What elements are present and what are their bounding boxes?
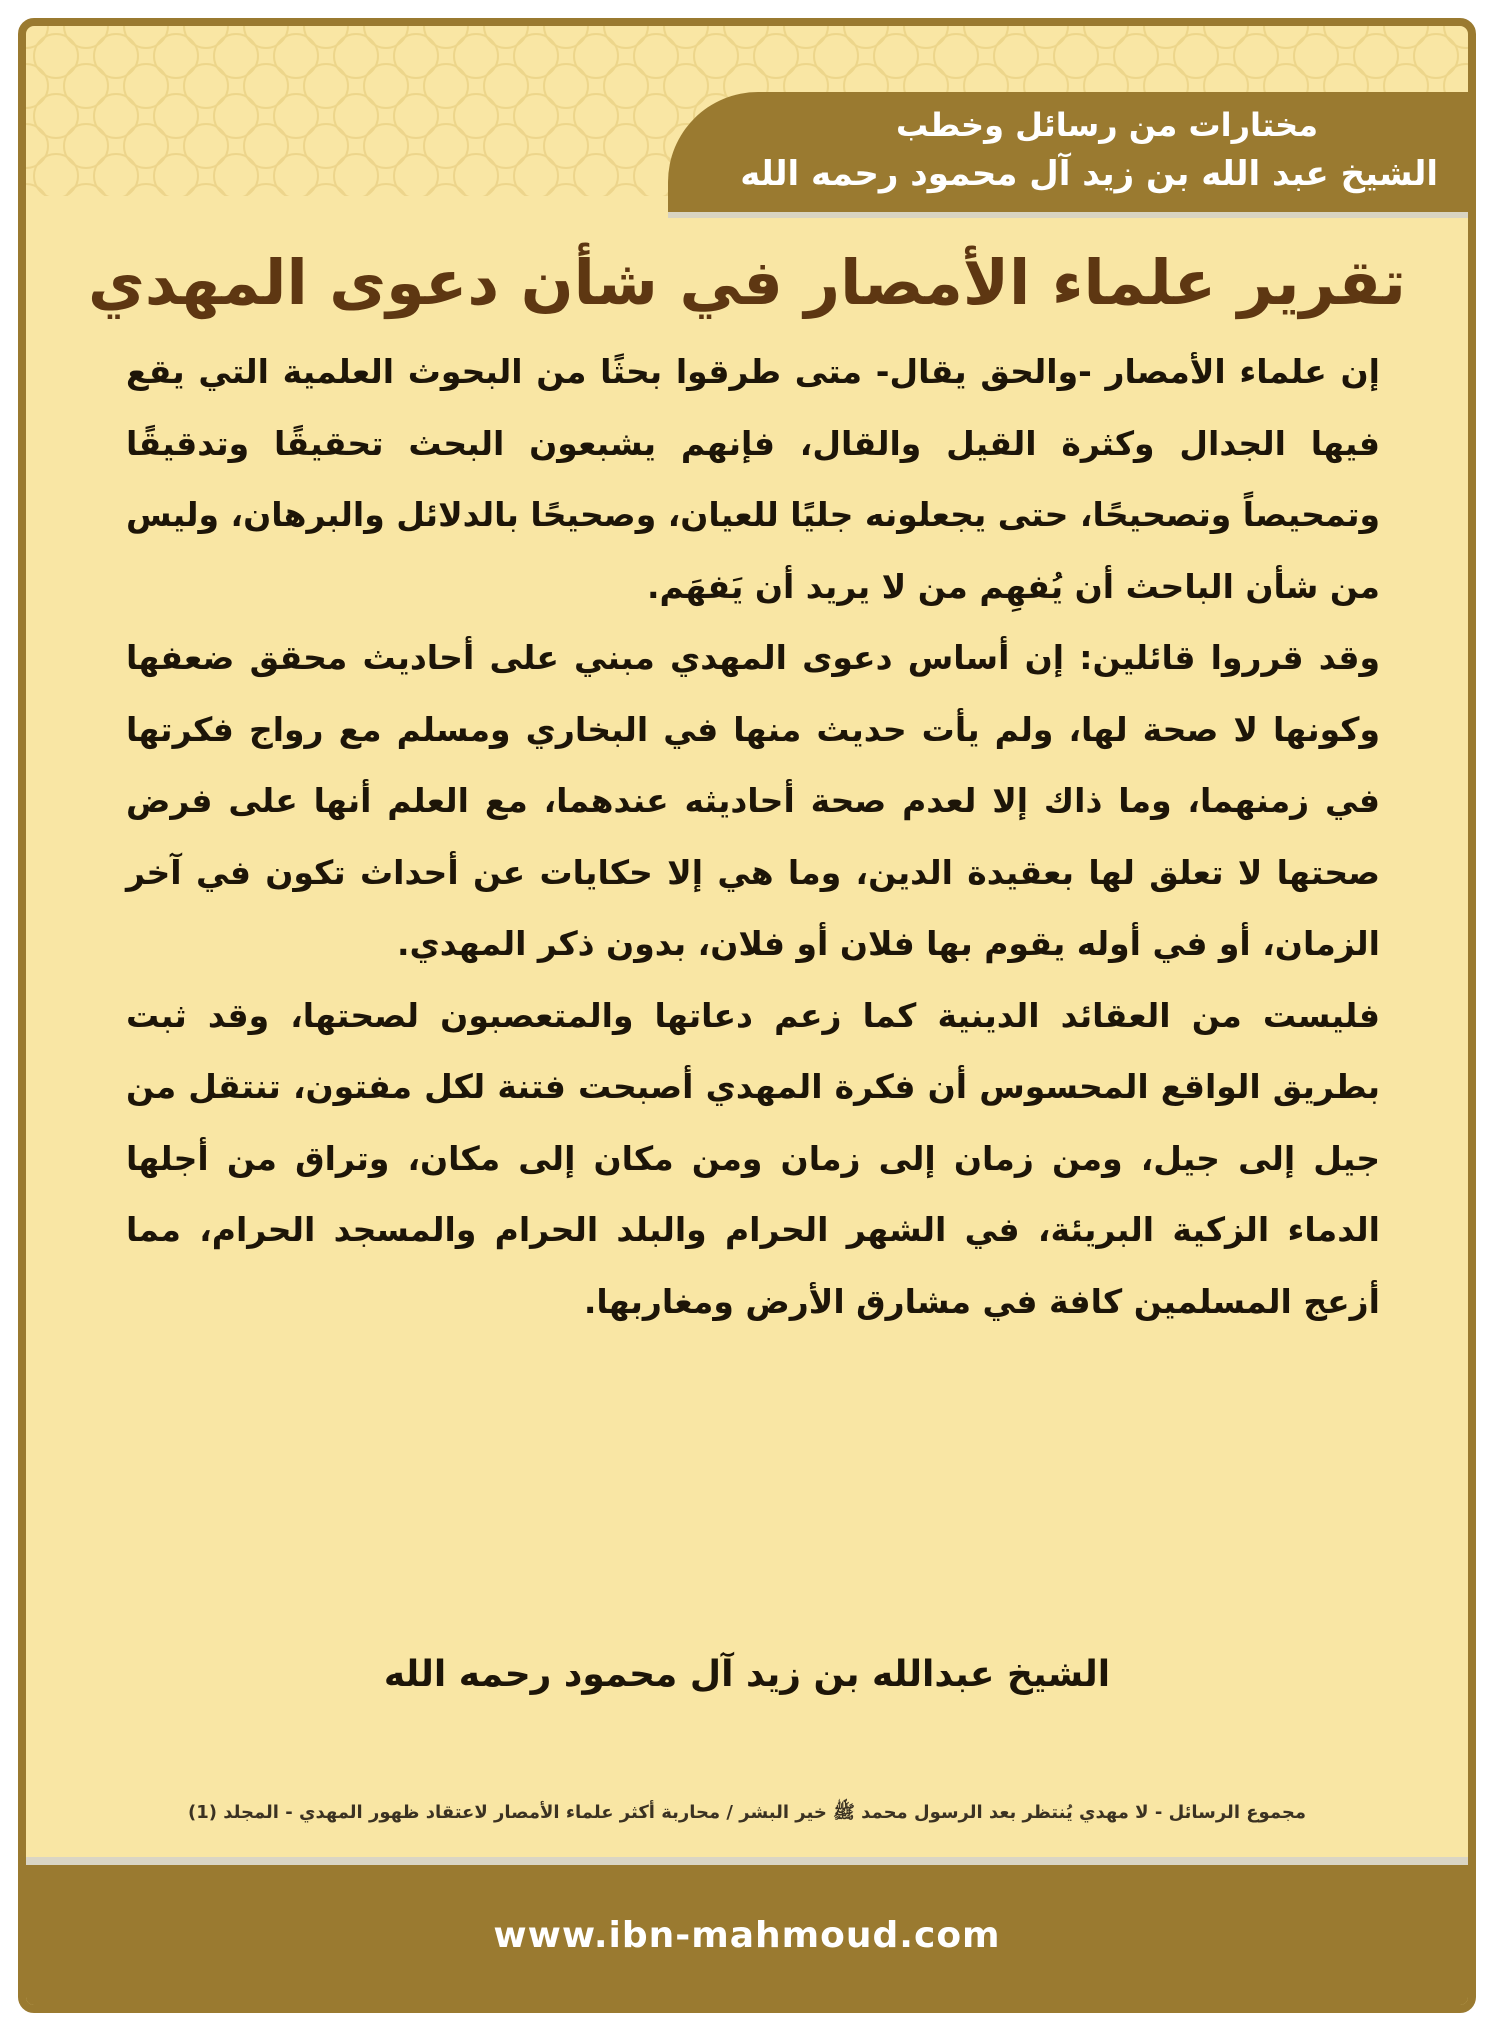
author-signature: الشيخ عبدالله بن زيد آل محمود رحمه الله — [383, 1654, 1111, 1695]
footer-bar — [26, 1865, 1468, 2005]
website-link[interactable]: www.ibn-mahmoud.com — [493, 1914, 1001, 1956]
source-citation: مجموع الرسائل - لا مهدي يُنتظر بعد الرسول محمد ﷺ خير البشر / محاربة أكثر علماء الأمصار لاعتقاد ظهور المهدي - المجلد (1) — [187, 1802, 1307, 1823]
series-banner — [668, 92, 1468, 212]
paragraph-2: وقد قرروا قائلين: إن أساس دعوى المهدي مبني على أحاديث محقق ضعفها وكونها لا صحة لها، ولم يأت حديث منها في البخاري ومسلم مع رواج فكرتها في زمنهما، وما ذاك إلا لعدم صحة أحاديثه عندهما، مع العلم أنها على فرض صحتها لا تعلق لها بعقيدة الدين، وما هي إلا حكايات عن أحداث تكون في آخر الزمان، أو في أوله يقوم بها فلان أو فلان، بدون ذكر المهدي. — [126, 638, 1380, 963]
paragraph-1: إن علماء الأمصار -والحق يقال- متى طرقوا بحثًا من البحوث العلمية التي يقع فيها الجدال وكثرة القيل والقال، فإنهم يشبعون البحث تحقيقًا وتدقيقًا وتمحيصاً وتصحيحًا، حتى يجعلونه جليًا للعيان، وصحيحًا بالدلائل والبرهان، وليس من شأن الباحث أن يُفهِم من لا يريد أن يَفهَم. — [126, 352, 1380, 606]
series-title-line1: مختارات من رسائل وخطب — [895, 106, 1318, 144]
article-body — [126, 336, 1380, 1337]
poster-frame — [18, 18, 1476, 2013]
footer-divider — [26, 1857, 1468, 1865]
paragraph-3: فليست من العقائد الدينية كما زعم دعاتها والمتعصبون لصحتها، وقد ثبت بطريق الواقع المحسوس أن فكرة المهدي أصبحت فتنة لكل مفتون، تنتقل من جيل إلى جيل، ومن زمان إلى زمان ومن مكان إلى مكان، وتراق من أجلها الدماء الزكية البريئة، في الشهر الحرام والبلد الحرام والمسجد الحرام، مما أزعج المسلمين كافة في مشارق الأرض ومغاربها. — [126, 995, 1380, 1321]
article-title: تقرير علماء الأمصار في شأن دعوى المهدي — [88, 246, 1406, 319]
series-title-line2: الشيخ عبد الله بن زيد آل محمود رحمه الله — [740, 154, 1438, 194]
